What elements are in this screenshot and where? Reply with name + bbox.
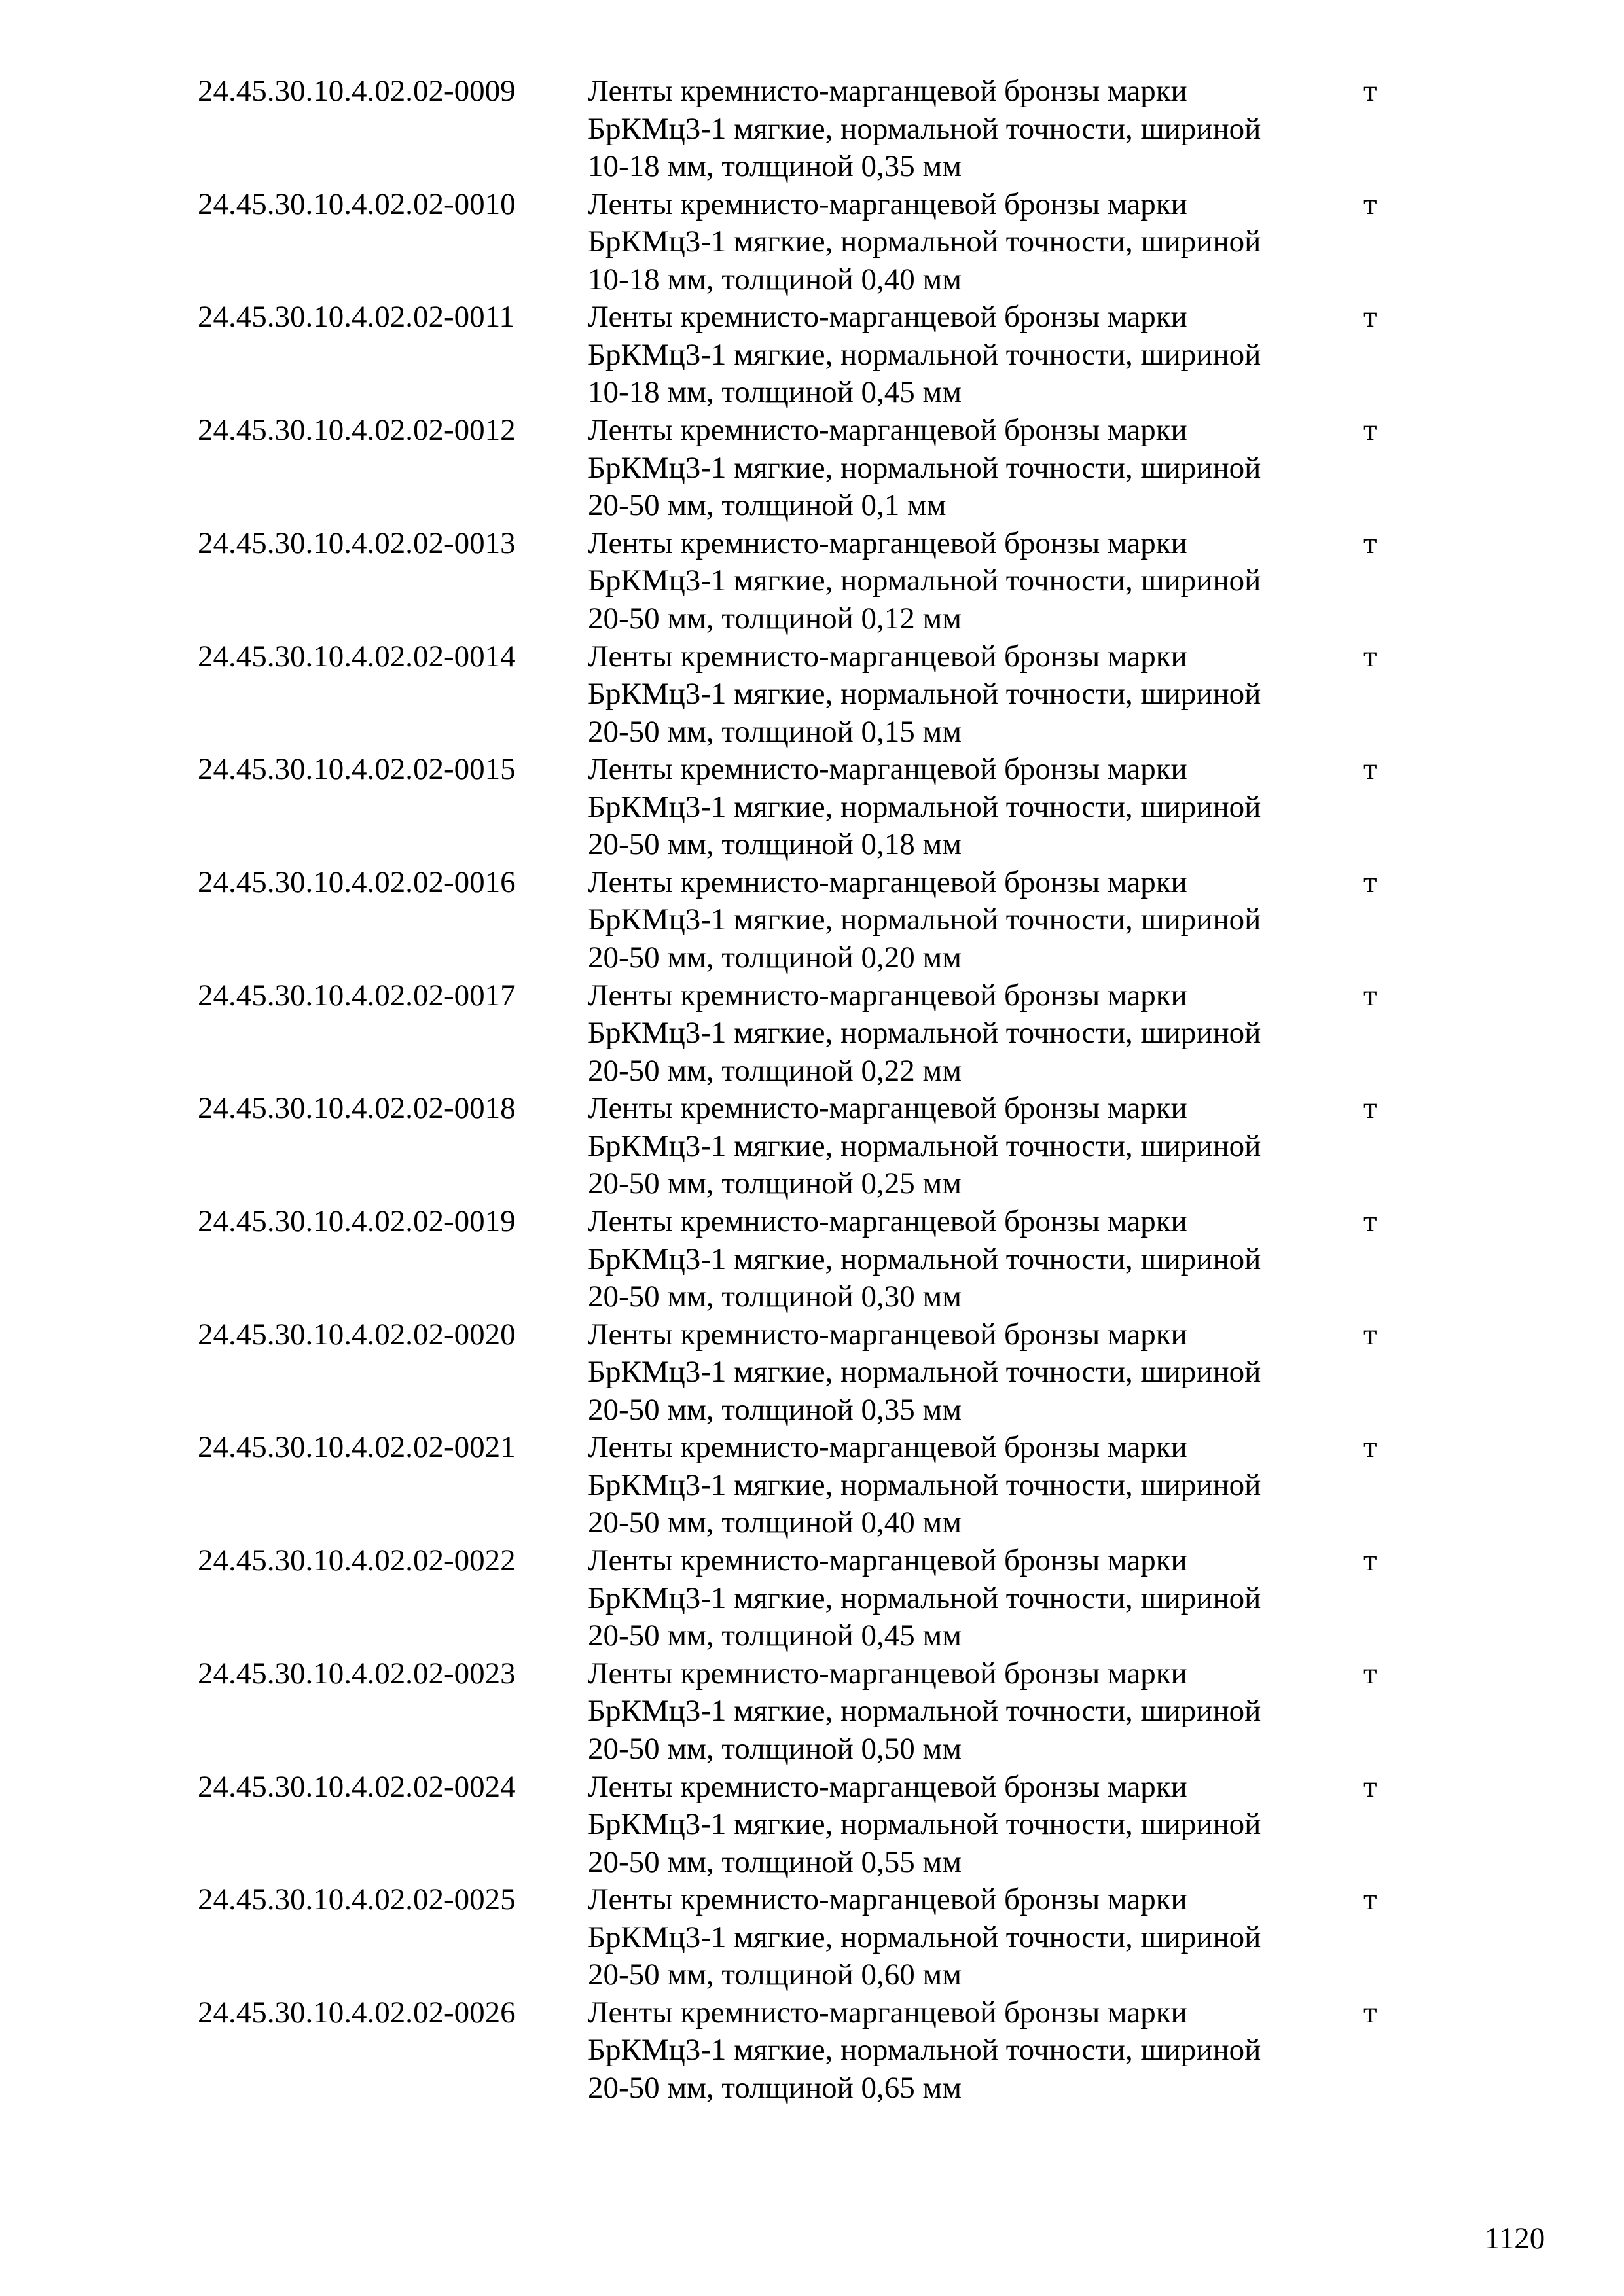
unit-of-measure: т — [1363, 1769, 1377, 1804]
resource-name-line: БрКМц3-1 мягкие, нормальной точности, шириной — [588, 789, 1261, 824]
resource-name — [588, 298, 1347, 412]
resource-code: 24.45.30.10.4.02.02-0009 — [198, 74, 516, 108]
unit-of-measure: т — [1363, 1430, 1377, 1465]
resource-name-line: Ленты кремнисто-марганцевой бронзы марки — [588, 1430, 1187, 1465]
unit-of-measure: т — [1363, 639, 1377, 673]
resource-name — [588, 1881, 1347, 1994]
resource-name-line: Ленты кремнисто-марганцевой бронзы марки — [588, 74, 1187, 108]
unit-of-measure: т — [1363, 1204, 1377, 1238]
table-row — [0, 525, 1624, 638]
table-row — [0, 1429, 1624, 1542]
resource-name — [588, 1768, 1347, 1882]
resource-name — [588, 186, 1347, 299]
resource-name-line: Ленты кремнисто-марганцевой бронзы марки — [588, 413, 1187, 448]
resource-name-line: БрКМц3-1 мягкие, нормальной точности, шириной — [588, 1128, 1261, 1163]
resource-name-line: БрКМц3-1 мягкие, нормальной точности, шириной — [588, 1807, 1261, 1841]
unit-of-measure: т — [1363, 413, 1377, 448]
unit-of-measure: т — [1363, 978, 1377, 1013]
table-row — [0, 73, 1624, 186]
resource-name-line: БрКМц3-1 мягкие, нормальной точности, шириной — [588, 224, 1261, 259]
resource-name — [588, 1316, 1347, 1429]
resource-name-line: Ленты кремнисто-марганцевой бронзы марки — [588, 1543, 1187, 1578]
resource-name-line: 20-50 мм, толщиной 0,35 мм — [588, 1392, 962, 1427]
unit-of-measure: т — [1363, 1882, 1377, 1917]
resource-name-line: БрКМц3-1 мягкие, нормальной точности, шириной — [588, 564, 1261, 598]
resource-name-line: 20-50 мм, толщиной 0,1 мм — [588, 488, 947, 523]
resource-name-line: Ленты кремнисто-марганцевой бронзы марки — [588, 1204, 1187, 1238]
resource-name — [588, 1090, 1347, 1203]
resource-name — [588, 751, 1347, 864]
table-row — [0, 864, 1624, 977]
resource-name-line: 20-50 мм, толщиной 0,15 мм — [588, 714, 962, 749]
unit-of-measure: т — [1363, 300, 1377, 334]
resource-name-line: Ленты кремнисто-марганцевой бронзы марки — [588, 639, 1187, 673]
resource-name-line: Ленты кремнисто-марганцевой бронзы марки — [588, 1995, 1187, 2030]
table-row — [0, 1768, 1624, 1882]
resource-name-line: 10-18 мм, толщиной 0,45 мм — [588, 375, 962, 410]
table-row — [0, 1655, 1624, 1768]
resource-name-line: 20-50 мм, толщиной 0,30 мм — [588, 1280, 962, 1314]
resource-name-line: Ленты кремнисто-марганцевой бронзы марки — [588, 1769, 1187, 1804]
table-row — [0, 1994, 1624, 2108]
resource-name-line: 20-50 мм, толщиной 0,40 мм — [588, 1505, 962, 1540]
resource-code: 24.45.30.10.4.02.02-0026 — [198, 1995, 516, 2030]
resource-name-line: БрКМц3-1 мягкие, нормальной точности, шириной — [588, 2033, 1261, 2068]
resource-name — [588, 412, 1347, 525]
resource-name-line: БрКМц3-1 мягкие, нормальной точности, шириной — [588, 903, 1261, 937]
resource-name-line: Ленты кремнисто-марганцевой бронзы марки — [588, 865, 1187, 899]
resource-code: 24.45.30.10.4.02.02-0020 — [198, 1317, 516, 1352]
resource-name-line: БрКМц3-1 мягкие, нормальной точности, шириной — [588, 1581, 1261, 1615]
unit-of-measure: т — [1363, 526, 1377, 560]
resource-name-line: 20-50 мм, толщиной 0,20 мм — [588, 940, 962, 975]
resource-name-line: БрКМц3-1 мягкие, нормальной точности, шириной — [588, 337, 1261, 372]
resource-code: 24.45.30.10.4.02.02-0015 — [198, 752, 516, 787]
resource-name-line: Ленты кремнисто-марганцевой бронзы марки — [588, 526, 1187, 560]
unit-of-measure: т — [1363, 74, 1377, 108]
resource-name-line: БрКМц3-1 мягкие, нормальной точности, шириной — [588, 677, 1261, 711]
resource-name-line: БрКМц3-1 мягкие, нормальной точности, шириной — [588, 1694, 1261, 1729]
resource-name-line: Ленты кремнисто-марганцевой бронзы марки — [588, 1882, 1187, 1917]
resource-name-line: 10-18 мм, толщиной 0,40 мм — [588, 262, 962, 296]
resource-name — [588, 1429, 1347, 1542]
resource-name — [588, 73, 1347, 186]
resource-code: 24.45.30.10.4.02.02-0013 — [198, 526, 516, 560]
resource-name-line: Ленты кремнисто-марганцевой бронзы марки — [588, 1317, 1187, 1352]
resource-name-line: 20-50 мм, толщиной 0,65 мм — [588, 2070, 962, 2105]
resource-name — [588, 525, 1347, 638]
table-row — [0, 1542, 1624, 1655]
resource-name-line: 20-50 мм, толщиной 0,25 мм — [588, 1166, 962, 1201]
resource-code: 24.45.30.10.4.02.02-0024 — [198, 1769, 516, 1804]
resource-name-line: БрКМц3-1 мягкие, нормальной точности, шириной — [588, 450, 1261, 485]
resource-name-line: Ленты кремнисто-марганцевой бронзы марки — [588, 300, 1187, 334]
table-row — [0, 751, 1624, 864]
table-row — [0, 298, 1624, 412]
table-row — [0, 1090, 1624, 1203]
resource-code: 24.45.30.10.4.02.02-0023 — [198, 1656, 516, 1691]
resource-code: 24.45.30.10.4.02.02-0010 — [198, 187, 516, 221]
resource-code: 24.45.30.10.4.02.02-0011 — [198, 300, 514, 334]
resource-name-line: 20-50 мм, толщиной 0,55 мм — [588, 1844, 962, 1879]
resource-code: 24.45.30.10.4.02.02-0022 — [198, 1543, 516, 1578]
resource-name-line: 20-50 мм, толщиной 0,12 мм — [588, 601, 962, 636]
resource-name-line: 20-50 мм, толщиной 0,45 мм — [588, 1619, 962, 1653]
unit-of-measure: т — [1363, 1543, 1377, 1578]
resource-code: 24.45.30.10.4.02.02-0019 — [198, 1204, 516, 1238]
resource-code: 24.45.30.10.4.02.02-0014 — [198, 639, 516, 673]
resource-name-line: БрКМц3-1 мягкие, нормальной точности, шириной — [588, 1016, 1261, 1050]
resource-name-line: БрКМц3-1 мягкие, нормальной точности, шириной — [588, 1467, 1261, 1502]
resource-name-line: БрКМц3-1 мягкие, нормальной точности, шириной — [588, 1242, 1261, 1276]
unit-of-measure: т — [1363, 1995, 1377, 2030]
resource-name — [588, 638, 1347, 751]
resource-code: 24.45.30.10.4.02.02-0017 — [198, 978, 516, 1013]
resource-code: 24.45.30.10.4.02.02-0025 — [198, 1882, 516, 1917]
resource-name-line: 10-18 мм, толщиной 0,35 мм — [588, 149, 962, 183]
resource-name-line: 20-50 мм, толщиной 0,18 мм — [588, 827, 962, 862]
resource-code: 24.45.30.10.4.02.02-0018 — [198, 1091, 516, 1126]
unit-of-measure: т — [1363, 187, 1377, 221]
unit-of-measure: т — [1363, 1091, 1377, 1126]
table-row — [0, 1316, 1624, 1429]
resource-name-line: 20-50 мм, толщиной 0,50 мм — [588, 1731, 962, 1766]
resource-name-line: БрКМц3-1 мягкие, нормальной точности, шириной — [588, 1355, 1261, 1390]
resource-name — [588, 1542, 1347, 1655]
resource-name — [588, 1994, 1347, 2108]
resource-code: 24.45.30.10.4.02.02-0012 — [198, 413, 516, 448]
table-row — [0, 1203, 1624, 1316]
resource-name-line: Ленты кремнисто-марганцевой бронзы марки — [588, 752, 1187, 787]
resource-code: 24.45.30.10.4.02.02-0016 — [198, 865, 516, 899]
resource-name-line: Ленты кремнисто-марганцевой бронзы марки — [588, 187, 1187, 221]
table-row — [0, 1881, 1624, 1994]
unit-of-measure: т — [1363, 752, 1377, 787]
table-row — [0, 186, 1624, 299]
resource-name-line: 20-50 мм, толщиной 0,22 мм — [588, 1053, 962, 1088]
resource-name-line: БрКМц3-1 мягкие, нормальной точности, шириной — [588, 111, 1261, 146]
resource-name-line: 20-50 мм, толщиной 0,60 мм — [588, 1958, 962, 1992]
resource-name-line: Ленты кремнисто-марганцевой бронзы марки — [588, 1091, 1187, 1126]
table-row — [0, 977, 1624, 1090]
table-row — [0, 412, 1624, 525]
unit-of-measure: т — [1363, 1317, 1377, 1352]
resource-code: 24.45.30.10.4.02.02-0021 — [198, 1430, 516, 1465]
unit-of-measure: т — [1363, 865, 1377, 899]
resource-name — [588, 977, 1347, 1090]
unit-of-measure: т — [1363, 1656, 1377, 1691]
table-row — [0, 638, 1624, 751]
resource-name — [588, 864, 1347, 977]
resource-name — [588, 1655, 1347, 1768]
resource-name-line: БрКМц3-1 мягкие, нормальной точности, шириной — [588, 1920, 1261, 1954]
resource-name — [588, 1203, 1347, 1316]
resource-name-line: Ленты кремнисто-марганцевой бронзы марки — [588, 978, 1187, 1013]
page-number: 1120 — [1485, 2221, 1545, 2255]
resource-name-line: Ленты кремнисто-марганцевой бронзы марки — [588, 1656, 1187, 1691]
